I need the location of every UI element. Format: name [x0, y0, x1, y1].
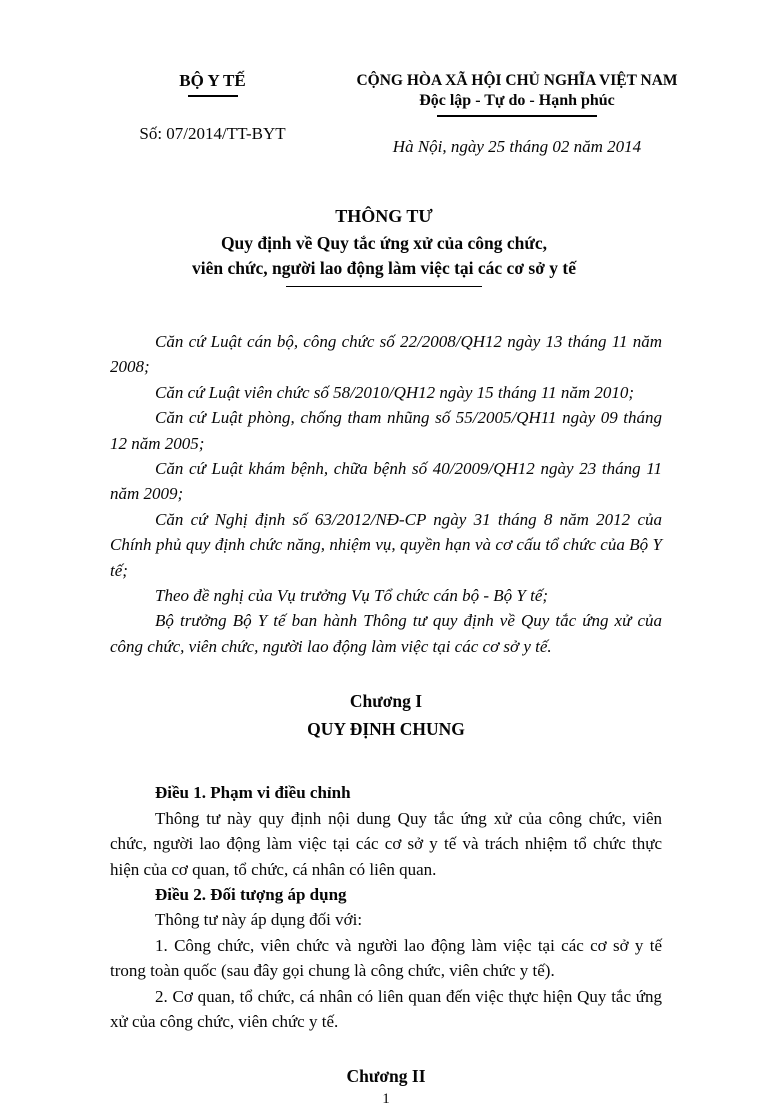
document-body	[0, 329, 768, 1108]
preamble-paragraph: Theo đề nghị của Vụ trưởng Vụ Tổ chức cán bộ - Bộ Y tế;	[155, 586, 549, 606]
preamble-paragraph: Căn cứ Luật cán bộ, công chức số 22/2008/QH12 ngày 13 tháng 11 năm 2008;	[110, 332, 662, 377]
article-2-paragraph: Thông tư này áp dụng đối với:	[155, 910, 363, 930]
chapter-1-label: Chương I	[349, 691, 423, 712]
national-title: CỘNG HÒA XÃ HỘI CHỦ NGHĨA VIỆT NAM	[356, 72, 678, 89]
subtitle-line-2: viên chức, người lao động làm việc tại các cơ sở y tế	[192, 258, 576, 278]
article-2-paragraph: 1. Công chức, viên chức và người lao động làm việc tại các cơ sở y tế trong toàn quốc (sau đây gọi chung là công chức, viên chức y tế).	[110, 935, 662, 981]
preamble-paragraph: Căn cứ Luật khám bệnh, chữa bệnh số 40/2009/QH12 ngày 23 tháng 11 năm 2009;	[110, 459, 662, 504]
preamble-paragraph: Căn cứ Luật viên chức số 58/2010/QH12 ngày 15 tháng 11 năm 2010;	[155, 382, 635, 402]
header-right-column	[315, 72, 719, 157]
preamble-paragraph: Căn cứ Nghị định số 63/2012/NĐ-CP ngày 31 tháng 8 năm 2012 của Chính phủ quy định chức năng, nhiệm vụ, quyền hạn và cơ cấu tổ chức của Bộ Y tế;	[110, 509, 662, 580]
preamble-paragraph: Bộ trưởng Bộ Y tế ban hành Thông tư quy định về Quy tắc ứng xử của công chức, viên chức, người lao động làm việc tại các cơ sở y tế.	[110, 611, 662, 656]
page-number: 1	[382, 1091, 390, 1108]
chapter-1-heading	[110, 689, 662, 742]
subtitle-line-1: Quy định về Quy tắc ứng xử của công chức,	[220, 233, 548, 253]
article-1-paragraph: Thông tư này quy định nội dung Quy tắc ứng xử của công chức, viên chức, người lao động làm việc tại các cơ sở y tế và trách nhiệm tổ chức thực hiện của cơ quan, tổ chức, cá nhân có liên quan.	[110, 808, 662, 879]
article-1	[110, 780, 662, 882]
title-rule	[286, 286, 482, 287]
document-subtitle	[0, 231, 768, 281]
issuing-org: BỘ Y TẾ	[179, 71, 246, 90]
national-motto-rule	[437, 115, 597, 117]
header-left-column	[110, 72, 315, 157]
title-block	[0, 206, 768, 287]
articles	[110, 780, 662, 1034]
chapter-2-label: Chương II	[346, 1066, 426, 1087]
document-number: Số: 07/2014/TT-BYT	[139, 124, 286, 143]
article-2-heading: Điều 2. Đối tượng áp dụng	[155, 884, 347, 904]
national-motto: Độc lập - Tự do - Hạnh phúc	[419, 92, 615, 109]
preamble-paragraph: Căn cứ Luật phòng, chống tham nhũng số 55/2005/QH11 ngày 09 tháng 12 năm 2005;	[110, 408, 662, 453]
document-header	[0, 0, 768, 157]
article-2-paragraph: 2. Cơ quan, tổ chức, cá nhân có liên quan đến việc thực hiện Quy tắc ứng xử của công chức, viên chức y tế.	[110, 986, 662, 1031]
place-date-line: Hà Nội, ngày 25 tháng 02 năm 2014	[392, 137, 642, 156]
issuing-org-rule	[188, 95, 238, 97]
article-2	[110, 882, 662, 1034]
article-1-heading: Điều 1. Phạm vi điều chỉnh	[155, 783, 351, 803]
document-type-title: THÔNG TƯ	[335, 206, 433, 226]
chapter-1-title: QUY ĐỊNH CHUNG	[307, 719, 465, 740]
preamble	[110, 329, 662, 659]
